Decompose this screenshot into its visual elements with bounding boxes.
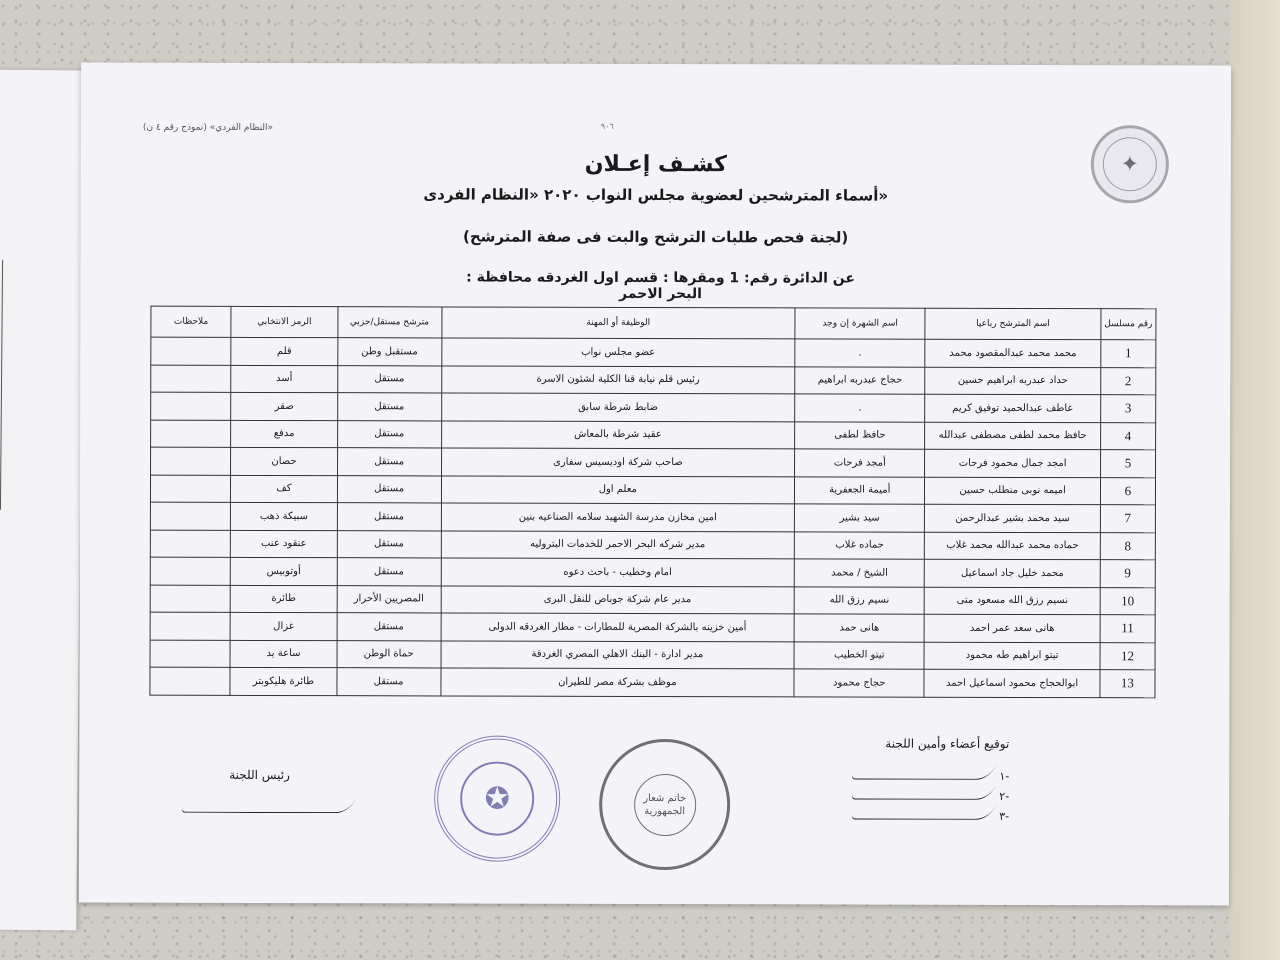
page-subtitle: أسماء المترشحين لعضوية مجلس النواب ٢٠٢٠ «النظام الفردى» [423,185,889,205]
committee-label: (لجنة فحص طلبات الترشح والبت فى صفة المترشح) [462,227,849,247]
page-mark: ٩٠٦ [600,121,614,131]
table-cell-type: مستقل [337,393,441,421]
table-cell-n: 7 [1100,505,1155,533]
table-cell-symbol: طائرة [230,585,336,613]
table-cell-nick: حماده غلاب [794,531,924,559]
members-signature-title: توقيع أعضاء وأمين اللجنة [885,736,1010,751]
table-cell-type: مستقل [337,530,441,558]
table-cell-n: 6 [1100,477,1155,505]
page-title: كشـف إعـلان [584,151,727,178]
table-cell-job: صاحب شركة اوديسيس سفارى [441,448,795,476]
republic-stamp: خاتم شعار الجمهورية [599,739,730,870]
table-cell-job: مدير ادارة - البنك الاهلي المصري الغردقة [441,640,795,668]
table-cell-symbol: سبيكة ذهب [231,502,337,530]
table-cell-symbol: غزال [230,612,336,640]
table-cell-nick: أميمة الجعفرية [795,476,925,504]
official-seal-icon: ✪ [434,735,560,861]
table-cell-type: مستقل [337,668,441,696]
adjacent-paper [0,70,84,931]
table-cell-job: عقيد شرطة بالمعاش [441,420,795,448]
table-cell-notes [150,612,230,640]
table-cell-n: 11 [1100,615,1155,643]
table-cell-notes [150,502,230,530]
eagle-emblem-icon: ✦ [1091,125,1169,203]
table-cell-nick: سيد بشير [795,504,925,532]
col-name: اسم المترشح رباعيا [925,308,1101,339]
table-cell-n: 1 [1101,340,1156,368]
table-cell-job: معلم اول [441,475,795,503]
table-cell-type: مستقل [337,420,441,448]
table-cell-nick: أمجد فرحات [795,449,925,477]
table-cell-job: ضابط شرطة سابق [441,393,795,421]
table-cell-job: عضو مجلس نواب [441,338,795,366]
table-row [150,530,1155,560]
table-row [150,502,1155,532]
table-row [151,392,1156,422]
col-notes: ملاحظات [151,306,231,337]
form-number: (نموذج رقم ٤ ن) «النظام الفردي» [142,122,274,133]
table-cell-n: 5 [1100,450,1155,478]
table-cell-notes [150,585,230,613]
table-cell-notes [151,420,231,448]
table-cell-notes [151,447,231,475]
table-cell-name: اميمه نوبى منطلب حسين [925,477,1101,505]
table-cell-nick: . [795,394,925,422]
announcement-sheet [79,62,1231,905]
table-cell-nick: حجاج محمود [794,669,924,697]
table-cell-job: أمين خزينه بالشركة المصرية للمطارات - مطار الغردقه الدولى [441,613,795,641]
chair-title: رئيس اللجنة [229,767,290,783]
table-cell-nick: نسيم رزق الله [794,586,924,614]
table-cell-type: مستقل [337,558,441,586]
wall-edge [1230,0,1280,960]
table-cell-n: 8 [1100,532,1155,560]
table-cell-name: هانى سعد عمر احمد [924,614,1100,642]
table-cell-name: محمد محمد عبدالمقصود محمد [925,339,1101,367]
table-cell-nick: هانى حمد [794,614,924,642]
col-serial: رقم مسلسل [1101,309,1156,340]
table-cell-nick: تيتو الخطيب [794,641,924,669]
table-cell-n: 4 [1100,422,1155,450]
table-cell-n: 13 [1100,670,1155,698]
table-cell-name: حماده محمد عبدالله محمد غلاب [925,532,1101,560]
candidates-table [149,306,1156,698]
table-cell-symbol: أوتوبيس [231,557,337,585]
table-row [151,447,1156,477]
table-cell-notes [151,365,231,393]
table-row [150,585,1155,615]
table-cell-job: رئيس قلم نيابة قنا الكلية لشئون الاسرة [441,365,795,393]
table-cell-type: مستقل [337,613,441,641]
table-row [151,420,1156,450]
table-cell-name: نسيم رزق الله مسعود متى [925,587,1101,615]
table-cell-name: محمد خليل جاد اسماعيل [925,559,1101,587]
table-cell-symbol: مدفع [231,420,337,448]
table-cell-name: امجد جمال محمود فرحات [925,449,1101,477]
table-cell-n: 12 [1100,642,1155,670]
table-cell-type: مستقل [337,365,441,393]
signature-scribble [180,798,355,813]
table-cell-job: مدير شركه البحر الاحمر للخدمات البتروليه [441,530,795,558]
table-cell-symbol: أسد [231,365,337,393]
table-cell-symbol: حصان [231,447,337,475]
member-signature-3: -٣ [853,805,1009,823]
table-cell-type: مستقبل وطن [337,338,441,366]
table-cell-notes [150,557,230,585]
table-cell-symbol: قلم [231,337,337,365]
table-cell-type: مستقل [337,475,441,503]
table-row [151,365,1156,395]
table-cell-notes [150,530,230,558]
table-cell-name: ابوالحجاج محمود اسماعيل احمد [924,669,1100,697]
table-cell-job: موظف بشركة مصر للطيران [441,668,795,696]
table-header-row [151,306,1156,340]
table-cell-symbol: صقر [231,392,337,420]
table-cell-type: مستقل [337,448,441,476]
table-row [150,612,1155,642]
col-nickname: اسم الشهرة إن وجد [795,308,925,339]
table-cell-nick: حجاج عبدربه ابراهيم [795,366,925,394]
table-cell-notes [150,667,230,695]
table-row [151,337,1156,367]
table-cell-notes [151,392,231,420]
table-cell-notes [150,640,230,668]
table-cell-nick: . [795,339,925,367]
col-symbol: الرمز الانتخابي [231,306,337,337]
table-cell-n: 2 [1101,367,1156,395]
table-cell-job: امين مخازن مدرسة الشهيد سلامه الصناعيه بنين [441,503,795,531]
table-cell-job: مدير عام شركة جوباص للنقل البرى [441,585,795,613]
table-cell-job: امام وخطيب - باحث دعوه [441,558,795,586]
table-row [150,475,1155,505]
table-cell-type: المصريين الأحرار [337,585,441,613]
district-label: عن الدائرة رقم: 1 ومقرها : قسم اول الغردقه محافظة : البحر الاحمر [466,269,855,303]
table-cell-symbol: كف [231,475,337,503]
table-cell-nick: حافظ لطفى [795,421,925,449]
signature-scribble [850,805,995,820]
table-cell-name: سيد محمد بشير عبدالرحمن [925,504,1101,532]
table-cell-type: مستقل [337,503,441,531]
table-row [150,640,1155,670]
table-cell-notes [150,475,230,503]
table-cell-n: 9 [1100,560,1155,588]
table-row [150,667,1155,697]
table-cell-name: عاطف عبدالحميد توفيق كريم [925,394,1101,422]
table-cell-symbol: ساعة يد [230,640,336,668]
table-cell-notes [151,337,231,365]
member-signature-1: -١ [853,765,1009,783]
table-cell-symbol: عنقود عنب [231,530,337,558]
table-cell-name: حداد عبدربه ابراهيم حسين [925,367,1101,395]
table-cell-nick: الشيخ / محمد [794,559,924,587]
table-cell-name: تيتو ابراهيم طه محمود [924,642,1100,670]
table-cell-n: 10 [1100,587,1155,615]
table-cell-name: حافظ محمد لطفى مصطفى عبدالله [925,422,1101,450]
table-row [150,557,1155,587]
col-job: الوظيفة أو المهنة [441,307,795,339]
signature-scribble [851,765,996,780]
table-cell-symbol: طائرة هليكوبتر [230,667,336,695]
signature-scribble [851,785,996,800]
table-cell-type: حماة الوطن [337,640,441,668]
chair-signature [179,798,359,816]
table-cell-n: 3 [1100,395,1155,423]
member-signature-2: -٢ [853,785,1009,803]
col-type: مترشح مستقل/حزبي [338,307,442,338]
